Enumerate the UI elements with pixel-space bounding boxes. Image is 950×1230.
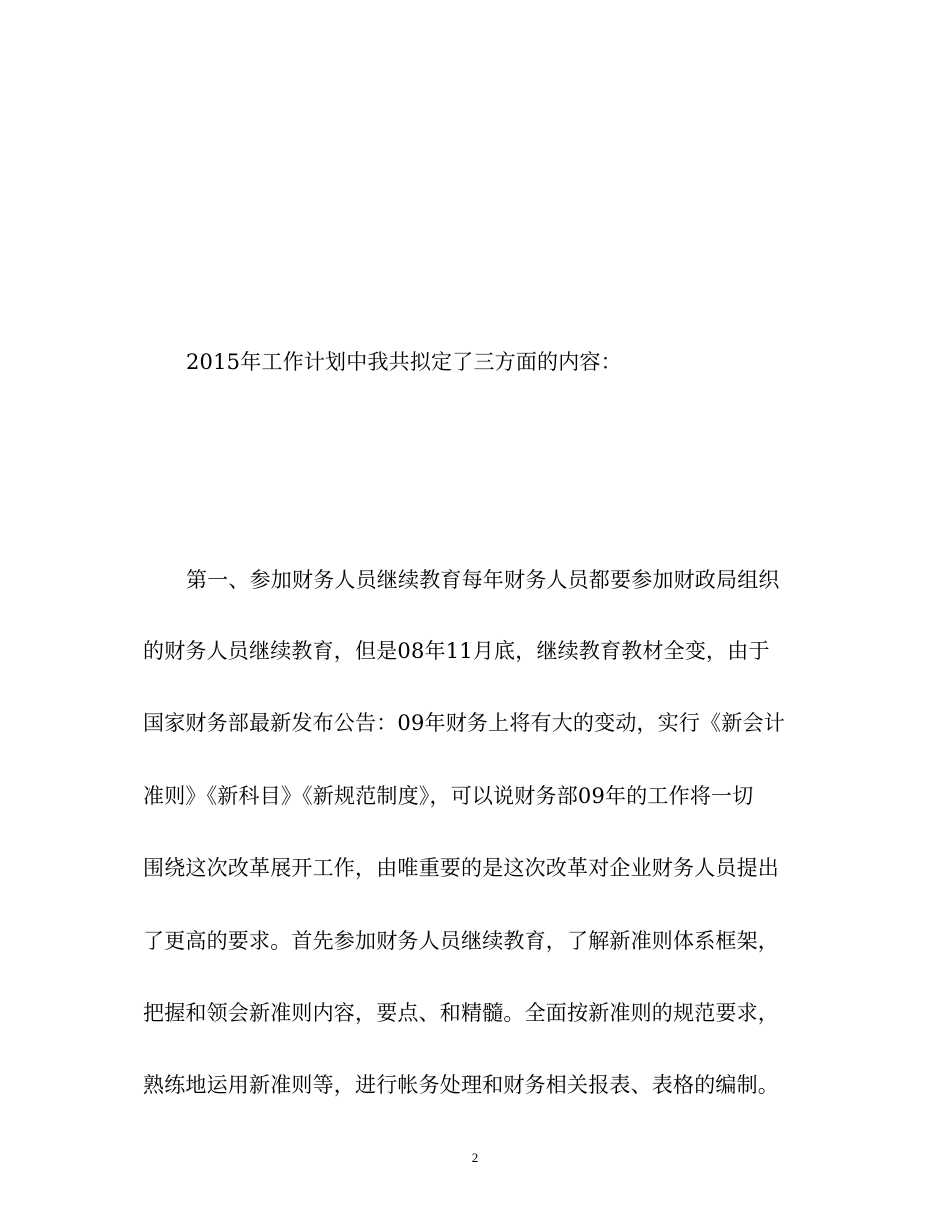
paragraph-line: 的财务人员继续教育，但是08年11月底，继续教育教材全变，由于 (143, 639, 770, 663)
paragraph-line: 准则》《新科目》《新规范制度》，可以说财务部09年的工作将一切 (143, 784, 754, 808)
paragraph-line: 了更高的要求。首先参加财务人员继续教育，了解新准则体系框架， (143, 929, 779, 953)
paragraph-line: 国家财务部最新发布公告：09年财务上将有大的变动，实行《新会计 (143, 711, 785, 735)
paragraph-line: 熟练地运用新准则等，进行帐务处理和财务相关报表、表格的编制。 (143, 1073, 779, 1097)
paragraph-line: 把握和领会新准则内容，要点、和精髓。全面按新准则的规范要求， (143, 1001, 779, 1025)
intro-paragraph: 2015年工作计划中我共拟定了三方面的内容： (186, 350, 622, 374)
page-number: 2 (471, 1150, 479, 1165)
paragraph-line: 第一、参加财务人员继续教育每年财务人员都要参加财政局组织 (186, 568, 780, 592)
paragraph-line: 围绕这次改革展开工作，由唯重要的是这次改革对企业财务人员提出 (143, 856, 779, 880)
